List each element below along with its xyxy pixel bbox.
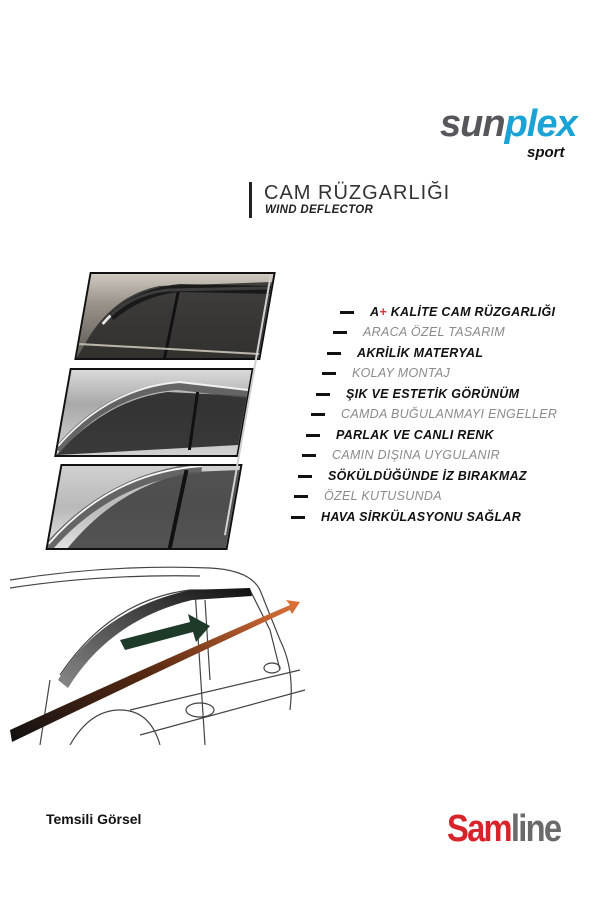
dash-icon — [333, 331, 347, 334]
title-accent-bar — [249, 182, 252, 218]
plus-icon: + — [379, 305, 387, 319]
airflow-illustration — [10, 560, 310, 745]
feature-item — [291, 510, 521, 524]
feature-item — [316, 387, 519, 401]
dash-icon — [316, 393, 330, 396]
car-window-icon — [57, 370, 252, 455]
feature-item — [327, 346, 483, 360]
feature-label: SÖKÜLDÜĞÜNDE İZ BIRAKMAZ — [328, 469, 527, 483]
product-photo-3 — [45, 464, 242, 550]
feature-label: PARLAK VE CANLI RENK — [336, 428, 494, 442]
representative-image-caption: Temsili Görsel — [46, 811, 142, 827]
car-window-icon — [48, 466, 240, 548]
dash-icon — [302, 454, 316, 457]
feature-item — [298, 469, 527, 483]
feature-label: ÖZEL KUTUSUNDA — [324, 489, 442, 503]
feature-item — [306, 428, 494, 442]
feature-label: ARACA ÖZEL TASARIM — [363, 325, 506, 339]
feature-label: ŞIK VE ESTETİK GÖRÜNÜM — [346, 387, 520, 401]
feature-item — [311, 407, 557, 421]
dash-icon — [291, 516, 305, 519]
car-airflow-icon — [10, 560, 310, 745]
feature-label: KOLAY MONTAJ — [352, 366, 451, 380]
product-title: CAM RÜZGARLIĞI — [264, 182, 451, 204]
dash-icon — [298, 475, 312, 478]
feature-label: HAVA SİRKÜLASYONU SAĞLAR — [321, 510, 522, 524]
feature-item — [294, 489, 442, 503]
logo-sun-text: sun — [440, 103, 505, 145]
logo-line-text: line — [510, 808, 561, 850]
feature-label: CAMIN DIŞINA UYGULANIR — [332, 448, 500, 462]
dash-icon — [322, 372, 336, 375]
feature-item — [333, 325, 505, 339]
product-photo-2 — [54, 368, 254, 457]
logo-sam-text: Sam — [447, 808, 511, 850]
feature-item — [340, 305, 555, 319]
feature-item — [302, 448, 500, 462]
logo-plex-text: plex — [504, 103, 577, 145]
dash-icon — [340, 311, 354, 314]
product-photo-1 — [74, 272, 276, 360]
samline-logo — [447, 808, 560, 850]
feature-label: KALİTE CAM RÜZGARLIĞI — [386, 305, 556, 319]
logo-sport-text: sport — [527, 144, 565, 161]
dash-icon — [294, 495, 308, 498]
product-subtitle: WIND DEFLECTOR — [265, 204, 374, 216]
feature-label: AKRİLİK MATERYAL — [357, 346, 484, 360]
car-window-icon — [77, 274, 274, 358]
sunplex-logo — [440, 104, 577, 144]
dash-icon — [327, 352, 341, 355]
feature-label: CAMDA BUĞULANMAYI ENGELLER — [341, 407, 558, 421]
dash-icon — [306, 434, 320, 437]
feature-item — [322, 366, 450, 380]
dash-icon — [311, 413, 325, 416]
feature-prefix: A — [370, 305, 380, 319]
